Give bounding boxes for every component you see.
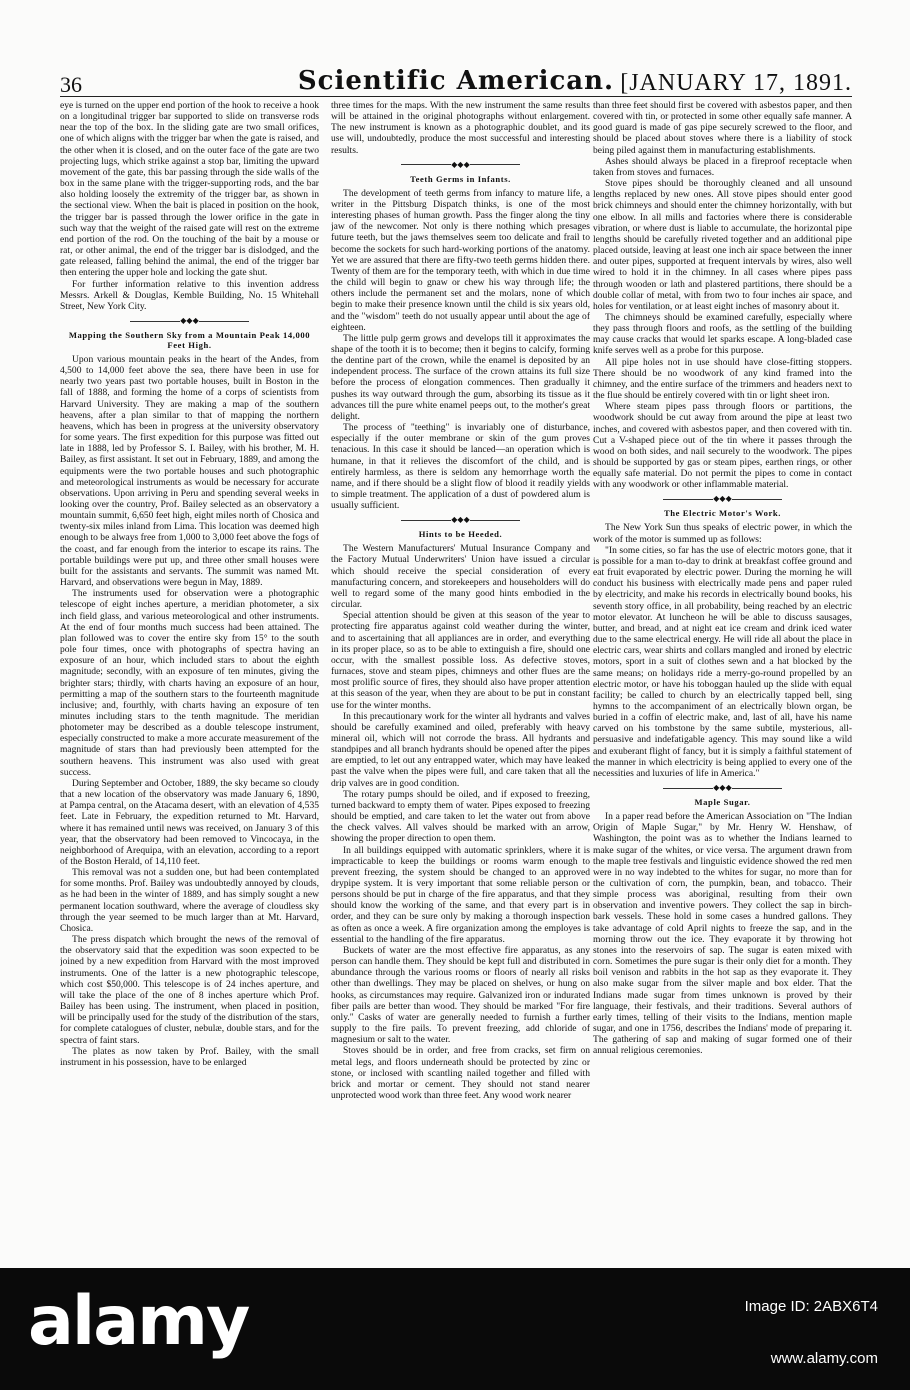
page-number: 36 <box>60 72 82 97</box>
header-rule <box>60 96 852 97</box>
paragraph: The instruments used for observation were a photographic telescope of eight inches aperture, a meridian photometer, a six inch field glass, and various meteorological and other instruments. At the end of four months much success had been attained. The plan followed was to cover the entire sky from 15° to the south pole four times, once with photographs of spectra having an exposure of an hour, which included stars to about the eighth magnitude; secondly, with an exposure of ten minutes, giving the brighter stars; thirdly, with charts having an exposure of an hour, permitting a map of the southern stars to the fourteenth magnitude inclusive; and, fourthly, with charts having an exposure of ten minutes including stars to the tenth magnitude. The meridian photometer may be described as a double telescope instrument, especially constructed to make a more accurate measurement of the magnitude of stars than had previously been attempted for the southern heavens. This instrument was also used with great success. <box>60 588 319 778</box>
image-id: Image ID: 2ABX6T4 <box>744 1298 878 1315</box>
paragraph: Upon various mountain peaks in the heart of the Andes, from 4,500 to 14,000 feet above the sea, there have been in use for nearly two years past two portable houses, built in Boston in the fall of 1888, and forming the home of a corps of scientists from Harvard University. They are making a map of the southern heavens, after a plan similar to that of mapping the northern heavens, which has been in progress at the university observatory for some years. The first expedition for this purpose was fitted out late in 1888, led by Professor S. I. Bailey, with his brother, M. H. Bailey, as first assistant. It set out in February, 1889, and among the equipments were the two portable houses and such photographic and meteorological instruments as would be necessary for accurate observations. Upon arriving in Peru and spending several weeks in looking over the country, Prof. Bailey selected as an observatory a mountain summit, 6,650 feet high, eight miles north of Chosica and twenty-six miles inland from Lima. This location was deemed high enough to be always free from 1,000 to 3,000 feet above the fogs of the coast, and far enough from the interior to escape its rains. The portable buildings were put up, and three other small houses were built for the assistants and servants. The summit was named Mt. Harvard, and observations were begun in May, 1889. <box>60 353 319 589</box>
paragraph: Special attention should be given at this season of the year to protecting fire apparatus against cold weather during the winter, and to ascertaining that all appliances are in order, and everything in its proper place, so as to be able to extinguish a fire, should one occur, with the smallest possible loss. As defective stoves, furnaces, stove and steam pipes, chimneys and other flues are the most prolific source of fires, they should also have proper attention at this season of the year, when they are about to be put in constant use for the winter months. <box>331 610 590 711</box>
section-divider: ◆◆◆ <box>593 784 852 792</box>
alamy-logo: alamy <box>28 1282 249 1361</box>
paragraph: Ashes should always be placed in a fireproof receptacle when taken from stoves and furnaces. <box>593 155 852 178</box>
section-divider: ◆◆◆ <box>331 161 590 169</box>
watermark-footer <box>0 1268 910 1390</box>
paragraph: The process of "teething" is invariably one of disturbance, especially if the outer membrane or skin of the gum proves tenacious. In this case it should be lanced—an operation which is humane, in that it relieves the discomfort of the child, and is entirely harmless, as there is seldom any hemorrhage worth the name, and if there should be a slight flow of blood it readily yields to simple treatment. The application of a dust of powdered alum is usually sufficient. <box>331 422 590 512</box>
paragraph: In this precautionary work for the winter all hydrants and valves should be carefully examined and oiled, preferably with heavy mineral oil, which will not corrode the brass. All hydrants and standpipes and all branch hydrants should be opened after the pipes are emptied, to let out any entrapped water, which may have leaked past the valve when the pipes were full, and care taken that all the drip valves are in good condition. <box>331 710 590 789</box>
article-heading-mapping-southern-sky: Mapping the Southern Sky from a Mountain Peak 14,000 Feet High. <box>68 329 311 350</box>
column-1 <box>60 100 319 1262</box>
site-url: www.alamy.com <box>770 1350 878 1367</box>
paragraph: In all buildings equipped with automatic sprinklers, where it is impracticable to keep the buildings or rooms warm enough to prevent freezing, the system should be changed to an approved drypipe system. It is very important that some reliable person or persons should be put in charge of the fire apparatus, and that they should know the working of the same, and that every part is in order, and they can be sure only by making a thorough inspection as often as once a week. A fire organization among the employes is essential to the handling of the fire apparatus. <box>331 844 590 945</box>
paragraph: For further information relative to this invention address Messrs. Arkell & Douglas, Kemble Building, No. 15 Whitehall Street, New York City. <box>60 278 319 312</box>
article-heading-maple-sugar: Maple Sugar. <box>694 797 751 808</box>
paragraph: than three feet should first be covered with asbestos paper, and then covered with tin, or protected in some other equally safe manner. A good guard is made of gas pipe securely screwed to the floor, and should be placed about stoves where there is a liability of stock being piled against them in manufacturing establishments. <box>593 100 852 156</box>
masthead: Scientific American. <box>297 66 615 96</box>
paragraph: eye is turned on the upper end portion of the hook to receive a hook on a longitudinal trigger bar supported to slide on transverse rods near the top of the box. In the sliding gate are two small orifices, one of which aligns with the trigger bar when the gate is raised, and the other when it is closed, and on the outer face of the gate are two projecting lugs, which strike against a stop bar, limiting the upward movement of the gate, this bar passing through the side walls of the box in the same plane with the trigger-supporting rods, and the bar also holding loosely the extremity of the trigger bar, as shown in the sectional view. When the bait is placed in position on the hook, the trigger bar is passed through the lower orifice in the gate in such way that the weight of the raised gate will rest on the extreme end portion of the rod. On the touching of the bait by a mouse or rat, or other animal, the end of the trigger bar is dislodged, and the gate released, falling behind the animal, the end of the trigger bar then entering the upper hole and locking the gate shut. <box>60 100 319 279</box>
paragraph: The plates as now taken by Prof. Bailey, with the small instrument in his possession, have to be enlarged <box>60 1045 319 1068</box>
paragraph: Stoves should be in order, and free from cracks, set firm on metal legs, and floors underneath should be protected by zinc or stone, or inclosed with scantling nailed together and filled with brick and mortar or cement. They should not stand nearer unprotected wood work than three feet. Any wood work nearer <box>331 1045 590 1101</box>
paragraph: During September and October, 1889, the sky became so cloudy that a new location of the observatory was made January 6, 1890, at Pampa central, on the Atacama desert, with an elevation of 4,535 feet. Late in February, the expedition returned to Mt. Harvard, where it has remained until news was received, on January 3 of this year, that the observatory had been removed to Vincocaya, in the neighborhood of Arequipa, with an elevation, according to a report of the Boston Herald, of 14,110 feet. <box>60 777 319 867</box>
paragraph: This removal was not a sudden one, but had been contemplated for some months. Prof. Bailey was undoubtedly annoyed by clouds, as he had been in the winter of 1889, and has simply sought a new permanent location southward, where the average of cloudless sky through the year seemed to be much larger than at Mt. Harvard, Chosica. <box>60 867 319 934</box>
article-heading-teeth-germs: Teeth Germs in Infants. <box>410 173 511 184</box>
paragraph: The New York Sun thus speaks of electric power, in which the work of the motor is summed up as follows: <box>593 522 852 545</box>
section-divider: ◆◆◆ <box>331 516 590 524</box>
paragraph: Where steam pipes pass through floors or partitions, the woodwork should be cut away from around the pipe at least two inches, and covered with asbestos paper, and then covered with tin. Cut a V-shaped piece out of the tin where it passes through the wood on both sides, and nail securely to the woodwork. The pipes should be supported by gas or steam pipes, earthen rings, or other equally safe material. Do not permit the pipes to come in contact with any woodwork or other inflammable material. <box>593 401 852 491</box>
paragraph: The Western Manufacturers' Mutual Insurance Company and the Factory Mutual Underwriters' Union have issued a circular which should receive the special consideration of every manufacturing concern, and storekeepers and householders will do well to regard some of the many good hints embodied in the circular. <box>331 543 590 611</box>
paragraph: Buckets of water are the most effective fire apparatus, as any person can handle them. They should be kept full and distributed in abundance through the various rooms or floors of nearly all risks other than dwellings. They may be placed on shelves, or hung on hooks, as circumstances may require. Galvanized iron or indurated fiber pails are better than wood. They should be marked "For fire only." Casks of water are generally needed to furnish a further supply to the fire pails. To prevent freezing, add chloride of magnesium or salt to the water. <box>331 944 590 1046</box>
column-2 <box>331 100 590 1262</box>
issue-date: [JANUARY 17, 1891. <box>620 70 852 96</box>
paragraph: The development of teeth germs from infancy to mature life, a writer in the Pittsburg Dispatch thinks, is one of the most interesting phases of human growth. Pass the finger along the tiny jaw of the newcomer. Not only is there nothing which presages future teeth, but the jaws themselves seem too delicate and frail to become the sockets for such hard-working portions of the anatomy. Yet we are assured that there are fifty-two teeth germs hidden there. Twenty of them are for the temporary teeth, with which in due time the child will begin to gnaw or chew his way through life; the others include the permanent set and the molars, none of which begin to make their presence known until the child is six years old, and the "wisdom" teeth do not usually appear until about the age of eighteen. <box>331 187 590 333</box>
paragraph: The little pulp germ grows and develops till it approximates the shape of the tooth it is to become; then it begins to calcify, forming the dentine part of the crown, while the enamel is deposited by an independent process. The surface of the crown attains its full size before the process of elongation commences. Then gradually it pushes its way outward through the gum, absorbing its tissue as it advances till the pure white enamel peeps out, to the mother's great delight. <box>331 332 590 422</box>
paragraph: The press dispatch which brought the news of the removal of the observatory said that the expedition was soon expected to be joined by a new expedition from Harvard with the most improved instruments. One of the latter is a new photographic telescope, which cost $50,000. This telescope is of 24 inches aperture, and will take the place of the one of 8 inches aperture which Prof. Bailey has been using. The instrument, when placed in position, will be principally used for the study of the distribution of the stars, for complete catalogues of cluster, nebulæ, double stars, and for the spectra of faint stars. <box>60 934 319 1046</box>
article-heading-electric-motor: The Electric Motor's Work. <box>663 508 782 519</box>
paragraph: The rotary pumps should be oiled, and if exposed to freezing, turned backward to empty them of water. Pipes exposed to freezing should be emptied, and care taken to let the water out from above the check valves. All valves should be marked with an arrow, showing the proper direction to open them. <box>331 788 590 845</box>
paragraph: All pipe holes not in use should have close-fitting stoppers. There should be no woodwork of any kind framed into the chimney, and the entire surface of the trimmers and headers next to the flue should be entirely covered with tin or light sheet iron. <box>593 356 852 402</box>
paragraph: The chimneys should be examined carefully, especially where they pass through floors and roofs, as the settling of the building may cause cracks that would let sparks escape. A long-bladed case knife serves well as a probe for this purpose. <box>593 311 852 357</box>
section-divider: ◆◆◆ <box>593 495 852 503</box>
paragraph: Stove pipes should be thoroughly cleaned and all unsound lengths replaced by new ones. All stove pipes should enter good brick chimneys and should enter the chimney horizontally, with but one elbow. In all mills and factories where there is considerable vibration, or where dust is liable to accumulate, the horizontal pipe lengths should be carefully riveted together and an additional pipe placed outside, leaving at least one inch air space between the inner and outer pipes, supported at frequent intervals by wires, also well wired to hold it in the chimney. In all cases where pipes pass through wooden or lath and plastered partitions, there should be a double collar of metal, with from two to four inches air space, and holes for ventilation, or at least eight inches of masonry about it. <box>593 178 852 312</box>
paragraph: In a paper read before the American Association on "The Indian Origin of Maple Sugar," by Mr. Henry W. Henshaw, of Washington, the point was as to whether the Indians learned to make sugar of the whites, or vice versa. The argument drawn from the maple tree festivals and linguistic evidence showed the red men were in no way indebted to the whites for sugar, no more than for the cultivation of corn, the pumpkin, bean, and tobacco. Their simple process was aboriginal, resulting from their own observation and inventive powers. They collect the sap in birch-bark vessels. These hold in some cases a hundred gallons. They take advantage of cold April nights to freeze the sap, and in the morning throw out the ice. They evaporate it by throwing hot stones into the reservoirs of sap. The sugar is eaten mixed with corn. Sometimes the pure sugar is their only diet for a month. They boil venison and rabbits in the hot sap as they evaporate it. They also make sugar from the silver maple and box elder. That the Indians made sugar from times unknown is proved by their language, their festivals, and their traditions. Several authors of early times, telling of their visits to the Indians, mention maple sugar, and one in 1756, describes the Indians' mode of preparing it. The gathering of sap and making of sugar formed one of their annual religious ceremonies. <box>593 811 852 1057</box>
column-3 <box>593 100 852 1262</box>
article-heading-hints: Hints to be Heeded. <box>418 529 503 540</box>
paragraph: "In some cities, so far has the use of electric motors gone, that it is possible for a man to-day to drink at breakfast coffee ground and eat fruit evaporated by electric power. During the morning he will conduct his business with electrically made pens and paper ruled by electricity, and make his records in electrically bound books, his seventh story office, in all probability, being reached by an electric motor elevator. At luncheon he will be able to discuss sausages, butter, and bread, and at night eat ice cream and drink iced water due to the same electrical energy. He will ride all about the place in electric cars, wear shirts and collars mangled and ironed by electric motors, sport in a suit of clothes sewn and a hat blocked by the same means; on holidays ride a merry-go-round propelled by an electric motor, or have his toboggan hauled up the slide with equal facility; be called to church by an electrically tapped bell, sing hymns to the accompaniment of an electrically blown organ, be buried in a coffin of electric make, and, last of all, have his name carved on his tombstone by the same subtile, mysterious, all-persuasive and indefatigable agency. This may sound like a wild and exuberant flight of fancy, but it is simply a faithful statement of the manner in which electricity is being applied to every one of the necessities and luxuries of life in America." <box>593 544 852 779</box>
paragraph: three times for the maps. With the new instrument the same results will be attained in the original photographs without enlargement. The new instrument is known as a photographic doublet, and its use will, undoubtedly, produce the most successful and interesting results. <box>331 100 590 156</box>
section-divider: ◆◆◆ <box>60 317 319 325</box>
